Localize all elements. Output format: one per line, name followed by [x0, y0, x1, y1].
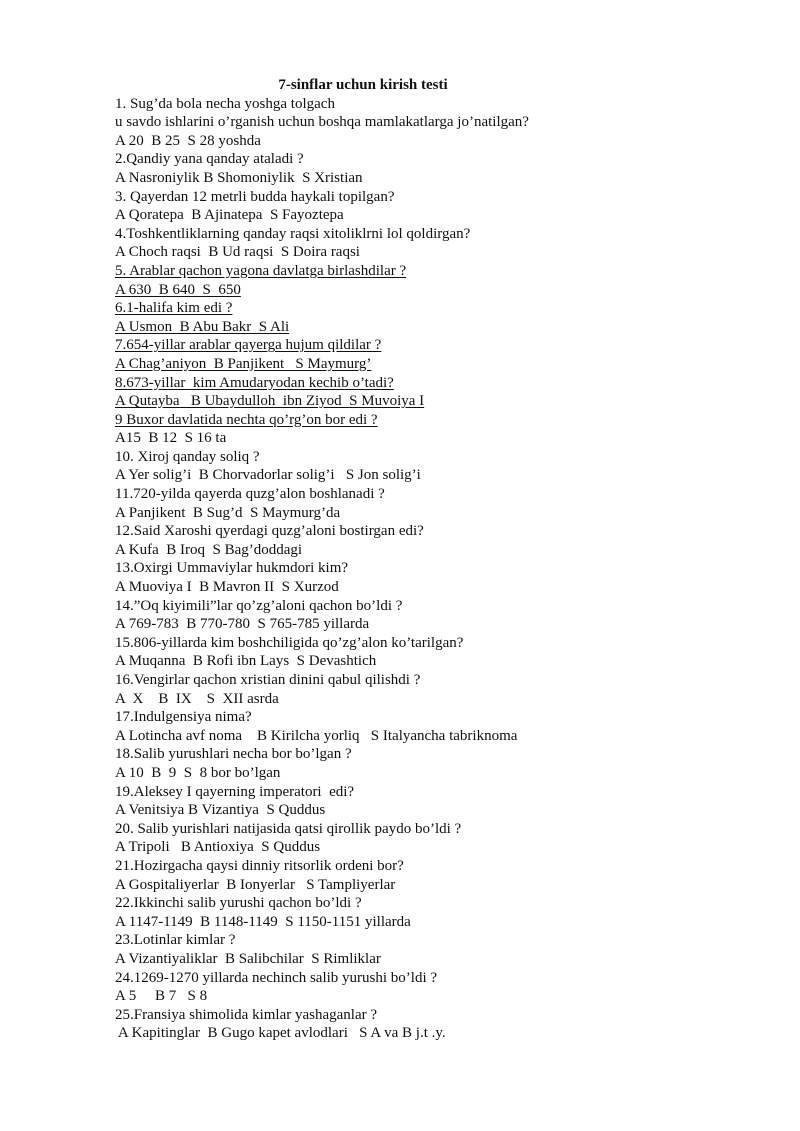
answer-options-line: [115, 615, 775, 634]
question-line: [115, 857, 775, 876]
answer-options-line: [115, 169, 775, 188]
line-text: A 1147-1149 B 1148-1149 S 1150-1151 yillarda: [115, 913, 411, 930]
line-text: u savdo ishlarini o’rganish uchun boshqa mamlakatlarga jo’natilgan?: [115, 114, 529, 131]
line-text: 19.Aleksey I qayerning imperatori edi?: [115, 783, 355, 800]
line-text: A 630 B 640 S 650: [115, 281, 241, 298]
line-text: A Kapitinglar B Gugo kapet avlodlari S A va B j.t .y.: [115, 1025, 446, 1042]
question-line: [115, 299, 775, 318]
line-text: A Nasroniylik B Shomoniylik S Xristian: [115, 169, 363, 186]
line-text: A Gospitaliyerlar B Ionyerlar S Tampliyerlar: [115, 876, 396, 893]
question-line: [115, 1006, 775, 1025]
answer-options-line: [115, 801, 775, 820]
answer-options-line: [115, 281, 775, 300]
line-text: 1. Sug’da bola necha yoshga tolgach: [115, 95, 335, 112]
question-line: [115, 931, 775, 950]
answer-options-line: [115, 243, 775, 262]
question-line: [115, 820, 775, 839]
question-line: [115, 95, 775, 114]
line-text: 15.806-yillarda kim boshchiligida qo’zg’alon ko’tarilgan?: [115, 634, 464, 651]
answer-options-line: [115, 727, 775, 746]
answer-options-line: [115, 876, 775, 895]
line-text: 3. Qayerdan 12 metrli budda haykali topilgan?: [115, 188, 395, 205]
line-text: A Venitsiya B Vizantiya S Quddus: [115, 802, 326, 819]
line-text: A X B IX S XII asrda: [115, 690, 279, 707]
line-text: A Lotincha avf noma B Kirilcha yorliq S Italyancha tabriknoma: [115, 727, 518, 744]
line-text: A Tripoli B Antioxiya S Quddus: [115, 839, 321, 856]
answer-options-line: [115, 578, 775, 597]
question-line: [115, 597, 775, 616]
line-text: A Qutayba B Ubaydulloh ibn Ziyod S Muvoiya I: [115, 393, 425, 410]
line-text: 13.Oxirgi Ummaviylar hukmdori kim?: [115, 560, 349, 577]
line-text: 24.1269-1270 yillarda nechinch salib yurushi bo’ldi ?: [115, 969, 438, 986]
line-text: A15 B 12 S 16 ta: [115, 430, 227, 447]
line-text: 16.Vengirlar qachon xristian dinini qabul qilishdi ?: [115, 672, 421, 688]
question-line: [115, 262, 775, 281]
answer-options-line: [115, 764, 775, 783]
answer-options-line: [115, 690, 775, 709]
answer-options-line: [115, 355, 775, 374]
question-line: [115, 448, 775, 467]
question-line: [115, 336, 775, 355]
question-line: [115, 485, 775, 504]
question-line: [115, 411, 775, 430]
question-line: [115, 150, 775, 169]
question-line: [115, 894, 775, 913]
line-text: 18.Salib yurushlari necha bor bo’lgan ?: [115, 746, 352, 763]
question-line: [115, 559, 775, 578]
line-text: 6.1-halifa kim edi ?: [115, 300, 233, 317]
line-text: A Muqanna B Rofi ibn Lays S Devashtich: [115, 653, 377, 670]
line-text: 17.Indulgensiya nima?: [115, 709, 252, 726]
line-text: 5. Arablar qachon yagona davlatga birlashdilar ?: [115, 262, 407, 279]
line-text: 10. Xiroj qanday soliq ?: [115, 448, 260, 465]
document-title: 7-sinflar uchun kirish testi: [278, 77, 448, 93]
line-text: 4.Toshkentliklarning qanday raqsi xitoliklrni lol qoldirgan?: [115, 225, 471, 242]
answer-options-line: [115, 838, 775, 857]
line-text: A Vizantiyaliklar B Salibchilar S Rimliklar: [115, 950, 381, 967]
line-text: 9 Buxor davlatida nechta qo’rg’on bor edi ?: [115, 411, 378, 428]
question-line: [115, 745, 775, 764]
question-line: [115, 374, 775, 393]
question-line: [115, 634, 775, 653]
line-text: 22.Ikkinchi salib yurushi qachon bo’ldi ?: [115, 895, 362, 912]
test-questions: [115, 95, 775, 1043]
answer-options-line: [115, 504, 775, 523]
line-text: A Choch raqsi B Ud raqsi S Doira raqsi: [115, 244, 360, 261]
line-text: 20. Salib yurishlari natijasida qatsi qirollik paydo bo’ldi ?: [115, 820, 462, 837]
answer-options-line: [115, 913, 775, 932]
line-text: A Chag’aniyon B Panjikent S Maymurg’: [115, 355, 372, 372]
line-text: A Yer solig’i B Chorvadorlar solig’i S Jon solig’i: [115, 467, 421, 484]
line-text: A Qoratepa B Ajinatepa S Fayoztepa: [115, 207, 344, 224]
answer-options-line: [115, 206, 775, 225]
line-text: A 769-783 B 770-780 S 765-785 yillarda: [115, 616, 370, 633]
question-line: [115, 783, 775, 802]
line-text: A 10 B 9 S 8 bor bo’lgan: [115, 764, 281, 781]
question-line: [115, 113, 775, 132]
answer-options-line: [115, 132, 775, 151]
line-text: 11.720-yilda qayerda quzg’alon boshlanadi ?: [115, 486, 385, 503]
line-text: A 20 B 25 S 28 yoshda: [115, 132, 261, 149]
answer-options-line: [115, 392, 775, 411]
question-line: [115, 225, 775, 244]
line-text: 8.673-yillar kim Amudaryodan kechib o’tadi?: [115, 374, 394, 391]
line-text: 21.Hozirgacha qaysi dinniy ritsorlik ordeni bor?: [115, 857, 404, 874]
line-text: A 5 B 7 S 8: [115, 988, 208, 1005]
question-line: [115, 522, 775, 541]
answer-options-line: [115, 541, 775, 560]
line-text: A Panjikent B Sug’d S Maymurg’da: [115, 504, 341, 521]
line-text: A Muoviya I B Mavron II S Xurzod: [115, 579, 339, 596]
line-text: 25.Fransiya shimolida kimlar yashaganlar ?: [115, 1006, 378, 1023]
line-text: 14.”Oq kiyimili”lar qo’zg’aloni qachon bo’ldi ?: [115, 597, 403, 614]
answer-options-line: [115, 987, 775, 1006]
line-text: A Kufa B Iroq S Bag’doddagi: [115, 541, 303, 558]
answer-options-line: [115, 466, 775, 485]
answer-options-line: [115, 652, 775, 671]
answer-options-line: [115, 429, 775, 448]
line-text: 12.Said Xaroshi qyerdagi quzg’aloni bostirgan edi?: [115, 523, 424, 540]
line-text: 2.Qandiy yana qanday ataladi ?: [115, 151, 304, 168]
line-text: 7.654-yillar arablar qayerga hujum qildilar ?: [115, 337, 382, 354]
question-line: [115, 969, 775, 988]
question-line: [115, 188, 775, 207]
answer-options-line: [115, 1024, 775, 1043]
line-text: A Usmon B Abu Bakr S Ali: [115, 318, 290, 335]
question-line: [115, 671, 775, 690]
answer-options-line: [115, 318, 775, 337]
question-line: [115, 708, 775, 727]
answer-options-line: [115, 950, 775, 969]
line-text: 23.Lotinlar kimlar ?: [115, 932, 236, 949]
